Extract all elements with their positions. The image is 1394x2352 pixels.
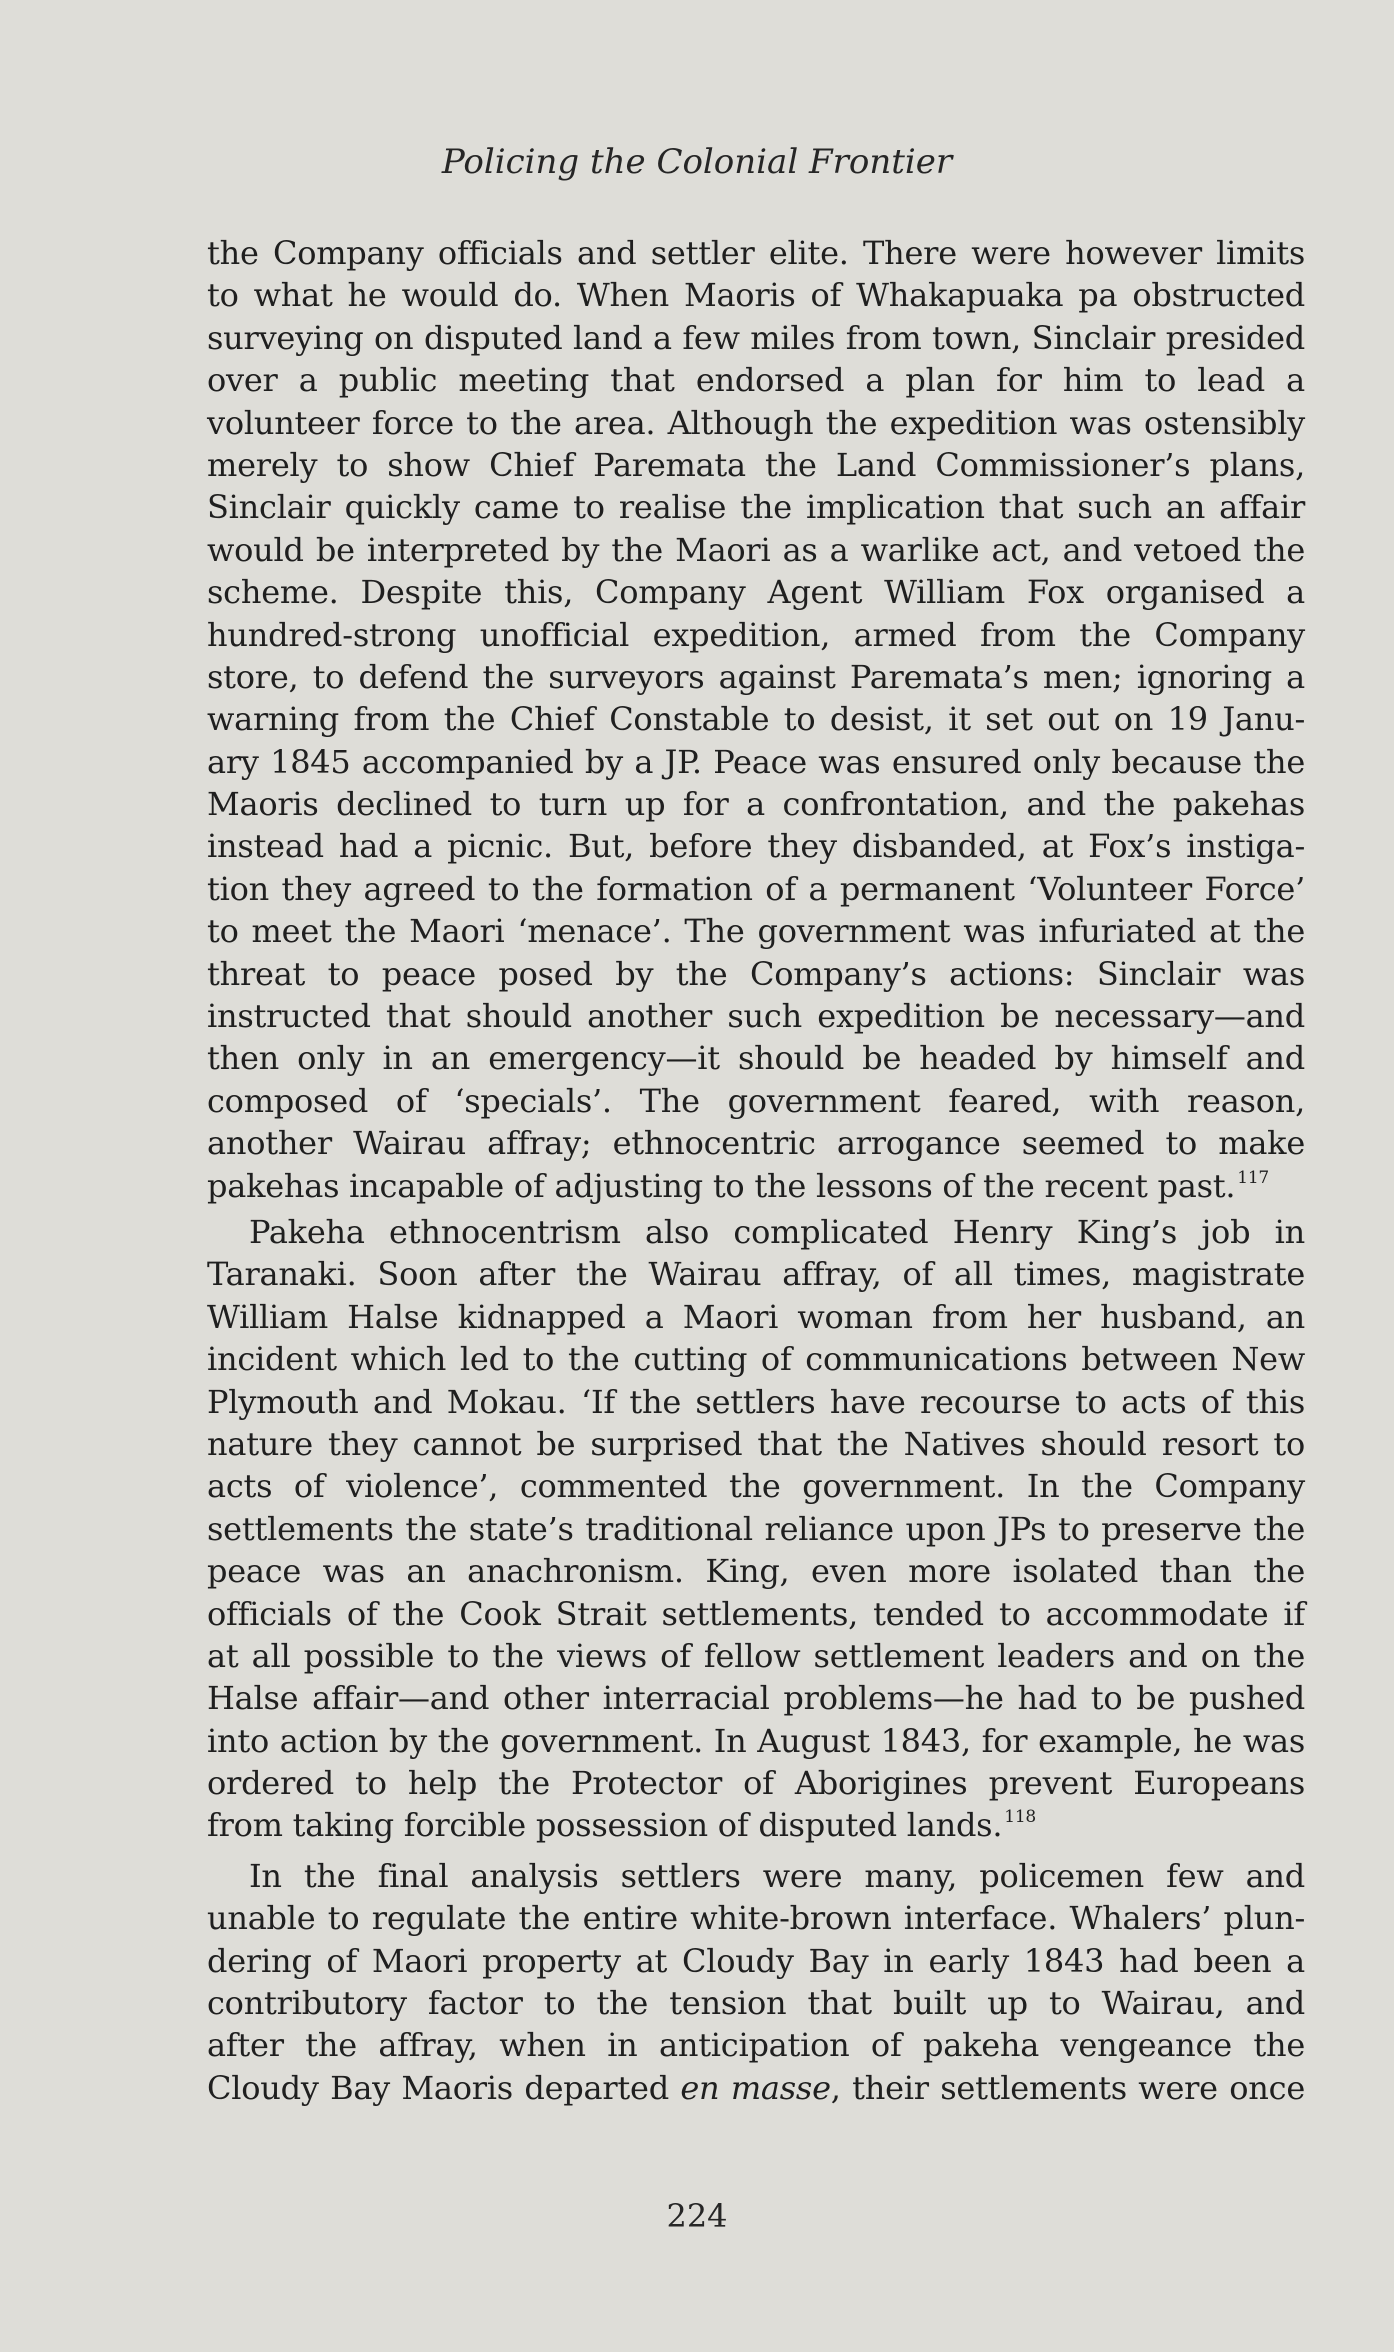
text-line: nature they cannot be surprised that the Natives should resort to (207, 1424, 1305, 1463)
text-line: composed of ‘specials’. The government feared, with reason, (207, 1081, 1305, 1120)
text-line: contributory factor to the tension that built up to Wairau, and (207, 1984, 1305, 2023)
paragraph-1 (207, 232, 1305, 1207)
text-line: volunteer force to the area. Although the expedition was ostensibly (207, 403, 1305, 442)
text-line: Taranaki. Soon after the Wairau affray, of all times, magistrate (207, 1255, 1305, 1294)
text-line: to what he would do. When Maoris of Whakapuaka pa obstructed (207, 276, 1305, 315)
text-line: dering of Maori property at Cloudy Bay in early 1843 had been a (207, 1941, 1305, 1980)
body-text (207, 232, 1305, 2109)
text-line-end: , their settlements were once (830, 2068, 1306, 2107)
text-line-content: pakehas incapable of adjusting to the lessons of the recent past. (207, 1166, 1236, 1205)
text-line: Maoris declined to turn up for a confrontation, and the pakehas (207, 785, 1305, 824)
text-line: would be interpreted by the Maori as a warlike act, and vetoed the (207, 530, 1305, 569)
text-line: William Halse kidnapped a Maori woman from her husband, an (207, 1297, 1305, 1336)
text-line: into action by the government. In August 1843, for example, he was (207, 1721, 1305, 1760)
italic-phrase: en masse (680, 2068, 831, 2107)
text-line-start: Cloudy Bay Maoris departed (207, 2068, 681, 2107)
text-line: In the final analysis settlers were many, policemen few and (249, 1856, 1305, 1895)
text-line: settlements the state’s traditional reliance upon JPs to preserve the (207, 1509, 1305, 1548)
text-line (207, 1804, 1305, 1846)
text-line: incident which led to the cutting of communications between New (207, 1340, 1305, 1379)
text-line: acts of violence’, commented the government. In the Company (207, 1467, 1305, 1506)
text-line: Pakeha ethnocentrism also complicated Henry King’s job in (249, 1212, 1305, 1251)
footnote-marker: 117 (1237, 1167, 1269, 1188)
page-number: 224 (666, 2197, 728, 2235)
text-line: Halse affair—and other interracial problems—he had to be pushed (207, 1679, 1305, 1718)
text-line: store, to defend the surveyors against Paremata’s men; ignoring a (207, 657, 1305, 696)
text-line: Plymouth and Mokau. ‘If the settlers have recourse to acts of this (207, 1382, 1305, 1421)
text-line: over a public meeting that endorsed a plan for him to lead a (207, 361, 1305, 400)
running-head: Policing the Colonial Frontier (441, 142, 953, 182)
text-line: warning from the Chief Constable to desist, it set out on 19 Janu- (207, 700, 1305, 739)
text-line (207, 1165, 1305, 1207)
footnote-marker: 118 (1004, 1807, 1036, 1828)
text-line: hundred-strong unofficial expedition, armed from the Company (207, 615, 1305, 654)
text-line: tion they agreed to the formation of a permanent ‘Volunteer Force’ (207, 869, 1305, 908)
text-line: Sinclair quickly came to realise the implication that such an affair (207, 488, 1305, 527)
text-line: the Company officials and settler elite. There were however limits (207, 234, 1305, 272)
text-line: surveying on disputed land a few miles from town, Sinclair presided (207, 318, 1305, 357)
paragraph-3 (207, 1855, 1305, 2109)
text-line: unable to regulate the entire white-brown interface. Whalers’ plun- (207, 1899, 1305, 1938)
text-line: ordered to help the Protector of Aborigines prevent Europeans (207, 1764, 1305, 1803)
text-line: threat to peace posed by the Company’s actions: Sinclair was (207, 954, 1305, 993)
text-line: then only in an emergency—it should be headed by himself and (207, 1039, 1305, 1078)
text-line: another Wairau affray; ethnocentric arrogance seemed to make (207, 1124, 1305, 1163)
text-line: after the affray, when in anticipation of pakeha vengeance the (207, 2026, 1305, 2065)
text-line (207, 2067, 1305, 2109)
text-line: at all possible to the views of fellow settlement leaders and on the (207, 1636, 1305, 1675)
text-line-content: from taking forcible possession of disputed lands. (207, 1806, 1003, 1845)
text-line: ary 1845 accompanied by a JP. Peace was ensured only because the (207, 742, 1305, 781)
text-line: merely to show Chief Paremata the Land Commissioner’s plans, (207, 445, 1305, 484)
text-line: peace was an anachronism. King, even more isolated than the (207, 1552, 1305, 1591)
text-line: instead had a picnic. But, before they disbanded, at Fox’s instiga- (207, 827, 1305, 866)
text-line: to meet the Maori ‘menace’. The government was infuriated at the (207, 912, 1305, 951)
text-line: scheme. Despite this, Company Agent William Fox organised a (207, 573, 1305, 612)
text-line: officials of the Cook Strait settlements, tended to accommodate if (207, 1594, 1305, 1633)
text-line: instructed that should another such expedition be necessary—and (207, 997, 1305, 1036)
paragraph-2 (207, 1211, 1305, 1847)
